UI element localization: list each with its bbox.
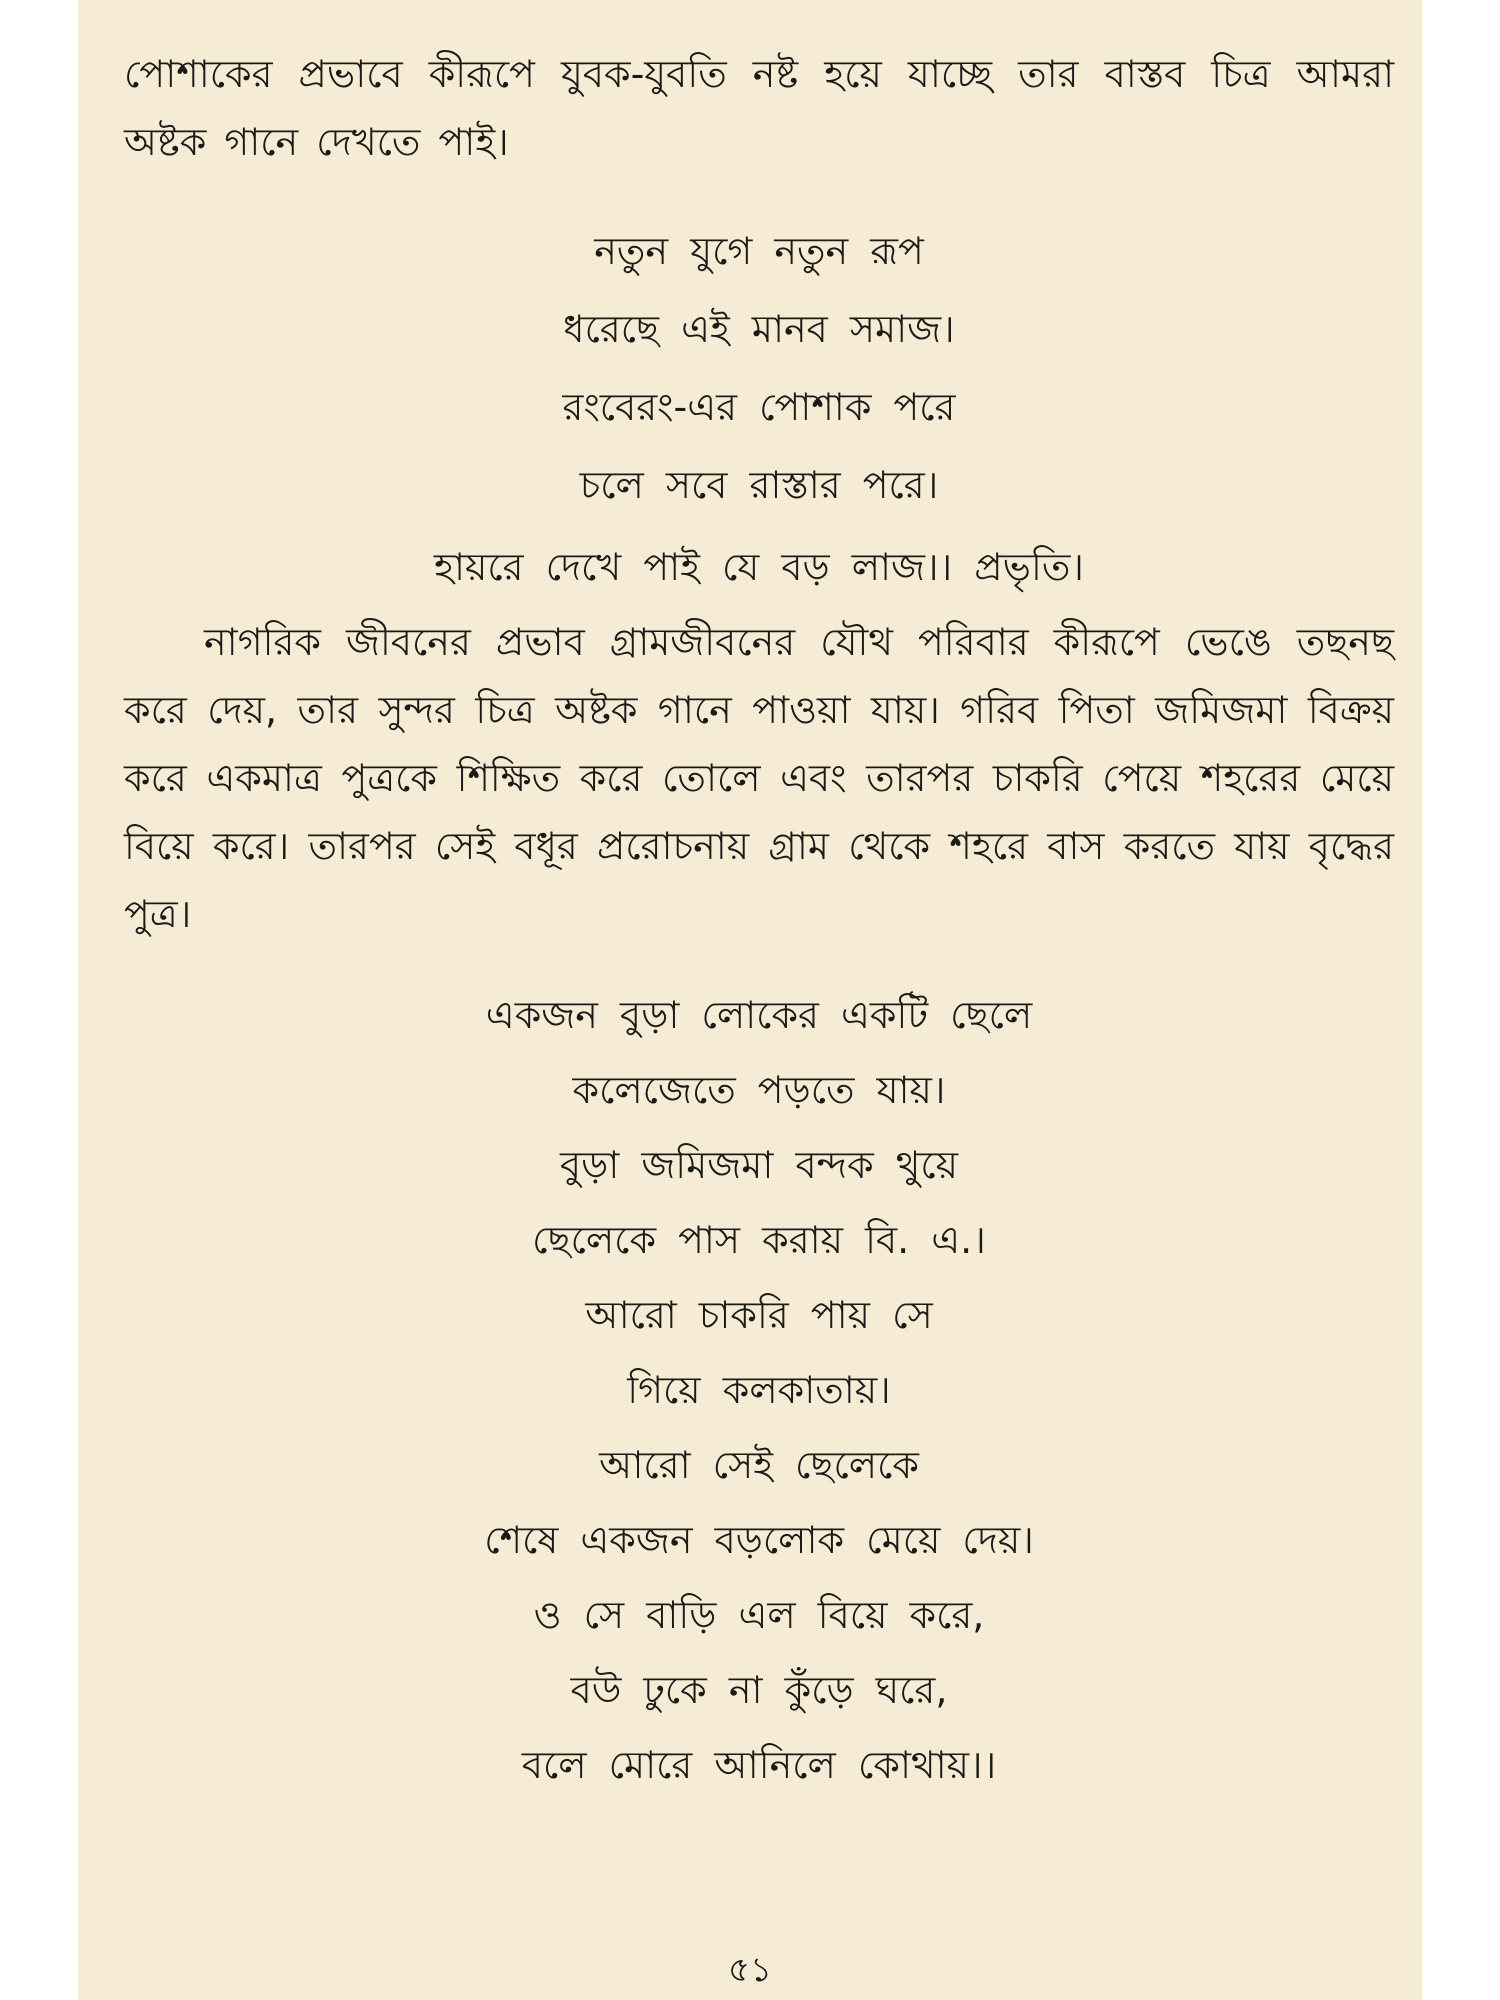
verse-one [124, 212, 1394, 606]
verse-two-line: আরো চাকরি পায় সে [585, 1293, 933, 1337]
page-number: ৫১ [727, 1950, 773, 1990]
verse-one-line: নতুন যুগে নতুন রূপ [594, 229, 924, 273]
verse-two [124, 978, 1394, 1803]
verse-two-line: শেষে একজন বড়লোক মেয়ে দেয়। [484, 1518, 1034, 1562]
verse-two-line: আরো সেই ছেলেকে [599, 1443, 919, 1487]
verse-one-line: হায়রে দেখে পাই যে বড় লাজ।। প্রভৃতি। [434, 545, 1084, 589]
verse-two-line: ও সে বাড়ি এল বিয়ে করে, [533, 1593, 985, 1637]
verse-two-line: গিয়ে কলকাতায়। [627, 1368, 891, 1412]
verse-two-line: বউ ঢুকে না কুঁড়ে ঘরে, [570, 1668, 948, 1712]
verse-two-line: বুড়া জমিজমা বন্দক থুয়ে [559, 1143, 959, 1187]
intro-paragraph-text: পোশাকের প্রভাবে কীরূপে যুবক-যুবতি নষ্ট হয়ে যাচ্ছে তার বাস্তব চিত্র আমরা অষ্টক গানে দেখতে পাই। [124, 52, 1394, 164]
second-paragraph [124, 608, 1394, 948]
second-paragraph-text: নাগরিক জীবনের প্রভাব গ্রামজীবনের যৌথ পরিবার কীরূপে ভেঙে তছনছ করে দেয়, তার সুন্দর চিত্র অষ্টক গানে পাওয়া যায়। গরিব পিতা জমিজমা বিক্রয় করে একমাত্র পুত্রকে শিক্ষিত করে তোলে এবং তারপর চাকরি পেয়ে শহরের মেয়ে বিয়ে করে। তারপর সেই বধূর প্ররোচনায় গ্রাম থেকে শহরে বাস করতে যায় বৃদ্ধের পুত্র। [124, 620, 1394, 936]
verse-two-line: বলে মোরে আনিলে কোথায়।। [521, 1743, 997, 1787]
verse-one-line: চলে সবে রাস্তার পরে। [579, 463, 939, 507]
verse-two-line: একজন বুড়া লোকের একটি ছেলে [485, 993, 1033, 1037]
intro-paragraph [124, 40, 1394, 176]
verse-two-line: ছেলেকে পাস করায় বি. এ.। [532, 1218, 986, 1262]
book-page [78, 0, 1422, 2000]
verse-one-line: রংবেরং-এর পোশাক পরে [562, 385, 956, 429]
verse-one-line: ধরেছে এই মানব সমাজ। [563, 307, 955, 351]
verse-two-line: কলেজেতে পড়তে যায়। [572, 1068, 946, 1112]
